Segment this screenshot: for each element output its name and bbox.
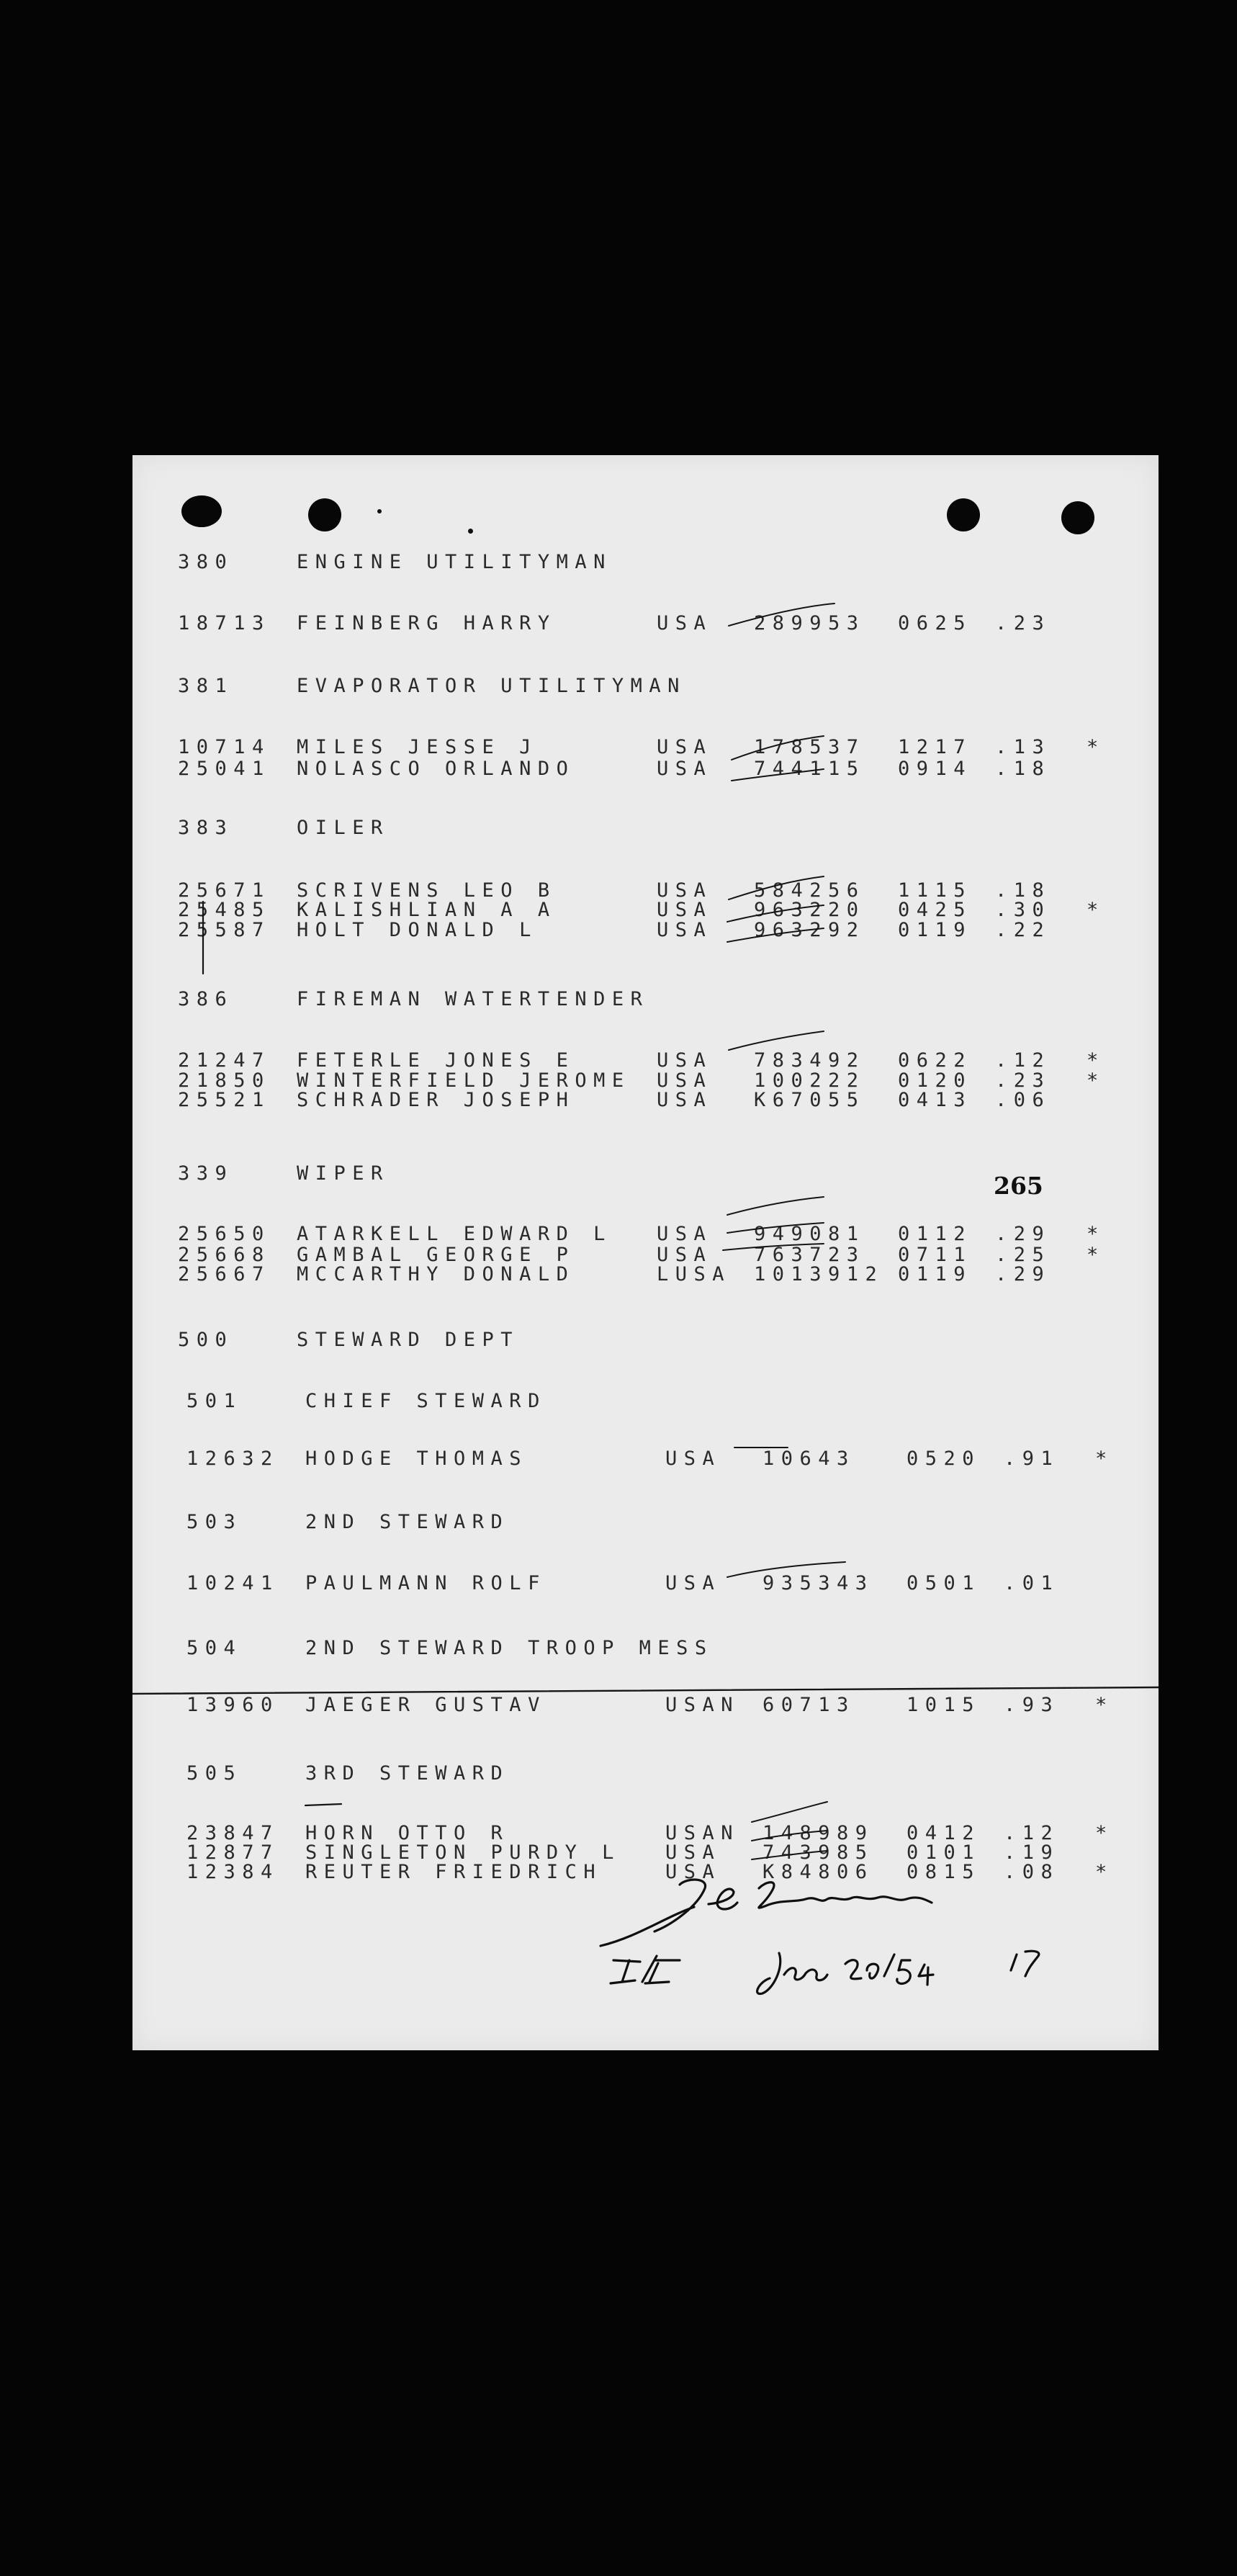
entry-nat: USA — [657, 1069, 713, 1092]
entry-code: 10714 — [178, 736, 271, 758]
entry-code: 381 — [178, 675, 234, 697]
entry-mark: * — [1095, 1822, 1107, 1844]
entry-name: GAMBAL GEORGE P — [297, 1244, 575, 1266]
document-page — [132, 455, 1159, 2050]
entry-name: 2ND STEWARD — [305, 1511, 510, 1533]
entry-num: 178537 — [754, 736, 865, 758]
entry-name: NOLASCO ORLANDO — [297, 758, 575, 780]
entry-rate: .18 — [995, 879, 1051, 902]
entry-rate: .01 — [1004, 1572, 1060, 1594]
entry-code: 23847 — [186, 1822, 279, 1844]
entry-num: K84806 — [763, 1861, 874, 1883]
entry-nat: USA — [657, 612, 713, 634]
entry-mark: * — [1095, 1694, 1107, 1716]
entry-code: 13960 — [186, 1694, 279, 1716]
entry-num: 935343 — [763, 1572, 874, 1594]
entry-num: 963220 — [754, 899, 865, 921]
entry-code: 12632 — [186, 1448, 279, 1470]
entry-name: ENGINE UTILITYMAN — [297, 551, 612, 573]
entry-rate: .23 — [995, 1069, 1051, 1092]
entry-code: 383 — [178, 817, 234, 839]
entry-mark: * — [1095, 1861, 1107, 1883]
entry-rate: .29 — [995, 1263, 1051, 1285]
entry-name: FETERLE JONES E — [297, 1049, 575, 1072]
entry-date: 0412 — [907, 1822, 981, 1844]
entry-num: 744115 — [754, 758, 865, 780]
entry-date: 0413 — [898, 1089, 973, 1111]
entry-name: MCCARTHY DONALD — [297, 1263, 575, 1285]
entry-date: 0914 — [898, 758, 973, 780]
entry-rate: .23 — [995, 612, 1051, 634]
entry-mark: * — [1087, 1244, 1099, 1266]
entry-name: STEWARD DEPT — [297, 1329, 520, 1351]
entry-code: 25041 — [178, 758, 271, 780]
entry-nat: USA — [657, 1089, 713, 1111]
entry-nat: USA — [665, 1448, 721, 1470]
entry-date: 1217 — [898, 736, 973, 758]
entry-num: 743985 — [763, 1841, 874, 1864]
entry-code: 501 — [186, 1390, 243, 1412]
entry-rate: .18 — [995, 758, 1051, 780]
entry-rate: .12 — [995, 1049, 1051, 1072]
entry-nat: USA — [657, 879, 713, 902]
entry-name: JAEGER GUSTAV — [305, 1694, 546, 1716]
entry-num: 100222 — [754, 1069, 865, 1092]
entry-code: 25668 — [178, 1244, 271, 1266]
entry-rate: .25 — [995, 1244, 1051, 1266]
entry-rate: .93 — [1004, 1694, 1060, 1716]
entry-rate: .08 — [1004, 1861, 1060, 1883]
entry-code: 21850 — [178, 1069, 271, 1092]
entry-name: SINGLETON PURDY L — [305, 1841, 621, 1864]
entry-num: 148989 — [763, 1822, 874, 1844]
entry-name: EVAPORATOR UTILITYMAN — [297, 675, 686, 697]
entry-code: 503 — [186, 1511, 243, 1533]
entry-mark: * — [1087, 1069, 1099, 1092]
entry-code: 380 — [178, 551, 234, 573]
entry-name: HODGE THOMAS — [305, 1448, 528, 1470]
entry-date: 0625 — [898, 612, 973, 634]
entry-date: 0520 — [907, 1448, 981, 1470]
entry-code: 504 — [186, 1637, 243, 1659]
entry-num: 783492 — [754, 1049, 865, 1072]
handwritten-marks — [132, 455, 1159, 2050]
entry-nat: USAN — [665, 1694, 740, 1716]
entry-name: MILES JESSE J — [297, 736, 538, 758]
entry-name: HORN OTTO R — [305, 1822, 510, 1844]
entry-nat: USA — [657, 1049, 713, 1072]
entry-rate: .13 — [995, 736, 1051, 758]
entry-num: 584256 — [754, 879, 865, 902]
entry-num: 949081 — [754, 1223, 865, 1245]
entry-code: 12877 — [186, 1841, 279, 1864]
entry-name: CHIEF STEWARD — [305, 1390, 546, 1412]
entry-rate: .12 — [1004, 1822, 1060, 1844]
entry-date: 0119 — [898, 1263, 973, 1285]
entry-date: 0119 — [898, 919, 973, 941]
entry-date: 0815 — [907, 1861, 981, 1883]
entry-code: 500 — [178, 1329, 234, 1351]
entry-num: 10643 — [763, 1448, 855, 1470]
entry-nat: USA — [657, 899, 713, 921]
entry-name: WINTERFIELD JEROME — [297, 1069, 631, 1092]
entry-rate: .22 — [995, 919, 1051, 941]
entry-name: KALISHLIAN A A — [297, 899, 557, 921]
entry-code: 505 — [186, 1762, 243, 1785]
entry-name: OILER — [297, 817, 390, 839]
entry-num: 1013912 — [754, 1263, 884, 1285]
entry-name: ATARKELL EDWARD L — [297, 1223, 612, 1245]
entry-name: FIREMAN WATERTENDER — [297, 988, 649, 1010]
entry-mark: * — [1087, 1049, 1099, 1072]
entry-name: WIPER — [297, 1162, 390, 1185]
entry-code: 25587 — [178, 919, 271, 941]
entry-num: 963292 — [754, 919, 865, 941]
entry-code: 25667 — [178, 1263, 271, 1285]
entry-num: 763723 — [754, 1244, 865, 1266]
entry-mark: * — [1087, 736, 1099, 758]
entry-nat: USA — [657, 736, 713, 758]
entry-nat: USA — [657, 1244, 713, 1266]
entry-rate: .19 — [1004, 1841, 1060, 1864]
entry-nat: USA — [665, 1841, 721, 1864]
entry-nat: USA — [657, 919, 713, 941]
entry-rate: .29 — [995, 1223, 1051, 1245]
entry-date: 0501 — [907, 1572, 981, 1594]
entry-code: 18713 — [178, 612, 271, 634]
entry-code: 339 — [178, 1162, 234, 1185]
entry-date: 1115 — [898, 879, 973, 902]
entry-code: 21247 — [178, 1049, 271, 1072]
entry-mark: * — [1095, 1448, 1107, 1470]
entry-num: 289953 — [754, 612, 865, 634]
entry-name: SCRIVENS LEO B — [297, 879, 557, 902]
check-marks — [723, 603, 845, 1859]
entry-name: FEINBERG HARRY — [297, 612, 557, 634]
entry-code: 25521 — [178, 1089, 271, 1111]
entry-name: REUTER FRIEDRICH — [305, 1861, 603, 1883]
entry-rate: .91 — [1004, 1448, 1060, 1470]
entry-nat: USA — [665, 1572, 721, 1594]
entry-name: HOLT DONALD L — [297, 919, 538, 941]
entry-name: SCHRADER JOSEPH — [297, 1089, 575, 1111]
entry-num: K67055 — [754, 1089, 865, 1111]
entry-mark: * — [1087, 1223, 1099, 1245]
entry-rate: .30 — [995, 899, 1051, 921]
entry-nat: LUSA — [657, 1263, 732, 1285]
entry-date: 0101 — [907, 1841, 981, 1864]
entry-nat: USA — [657, 758, 713, 780]
entry-code: 25671 — [178, 879, 271, 902]
entry-code: 12384 — [186, 1861, 279, 1883]
signature — [600, 1880, 1039, 1993]
entry-date: 0120 — [898, 1069, 973, 1092]
entry-code: 386 — [178, 988, 234, 1010]
entry-code: 10241 — [186, 1572, 279, 1594]
entry-nat: USA — [665, 1861, 721, 1883]
entry-nat: USAN — [665, 1822, 740, 1844]
entry-date: 0622 — [898, 1049, 973, 1072]
entry-code: 25485 — [178, 899, 271, 921]
entry-name: 2ND STEWARD TROOP MESS — [305, 1637, 714, 1659]
entry-nat: USA — [657, 1223, 713, 1245]
entry-date: 0112 — [898, 1223, 973, 1245]
page-number: 265 — [994, 1172, 1043, 1200]
entry-num: 60713 — [763, 1694, 855, 1716]
entry-date: 0711 — [898, 1244, 973, 1266]
entry-name: PAULMANN ROLF — [305, 1572, 546, 1594]
entry-mark: * — [1087, 899, 1099, 921]
entry-name: 3RD STEWARD — [305, 1762, 510, 1785]
entry-date: 1015 — [907, 1694, 981, 1716]
entry-rate: .06 — [995, 1089, 1051, 1111]
entry-code: 25650 — [178, 1223, 271, 1245]
entry-date: 0425 — [898, 899, 973, 921]
